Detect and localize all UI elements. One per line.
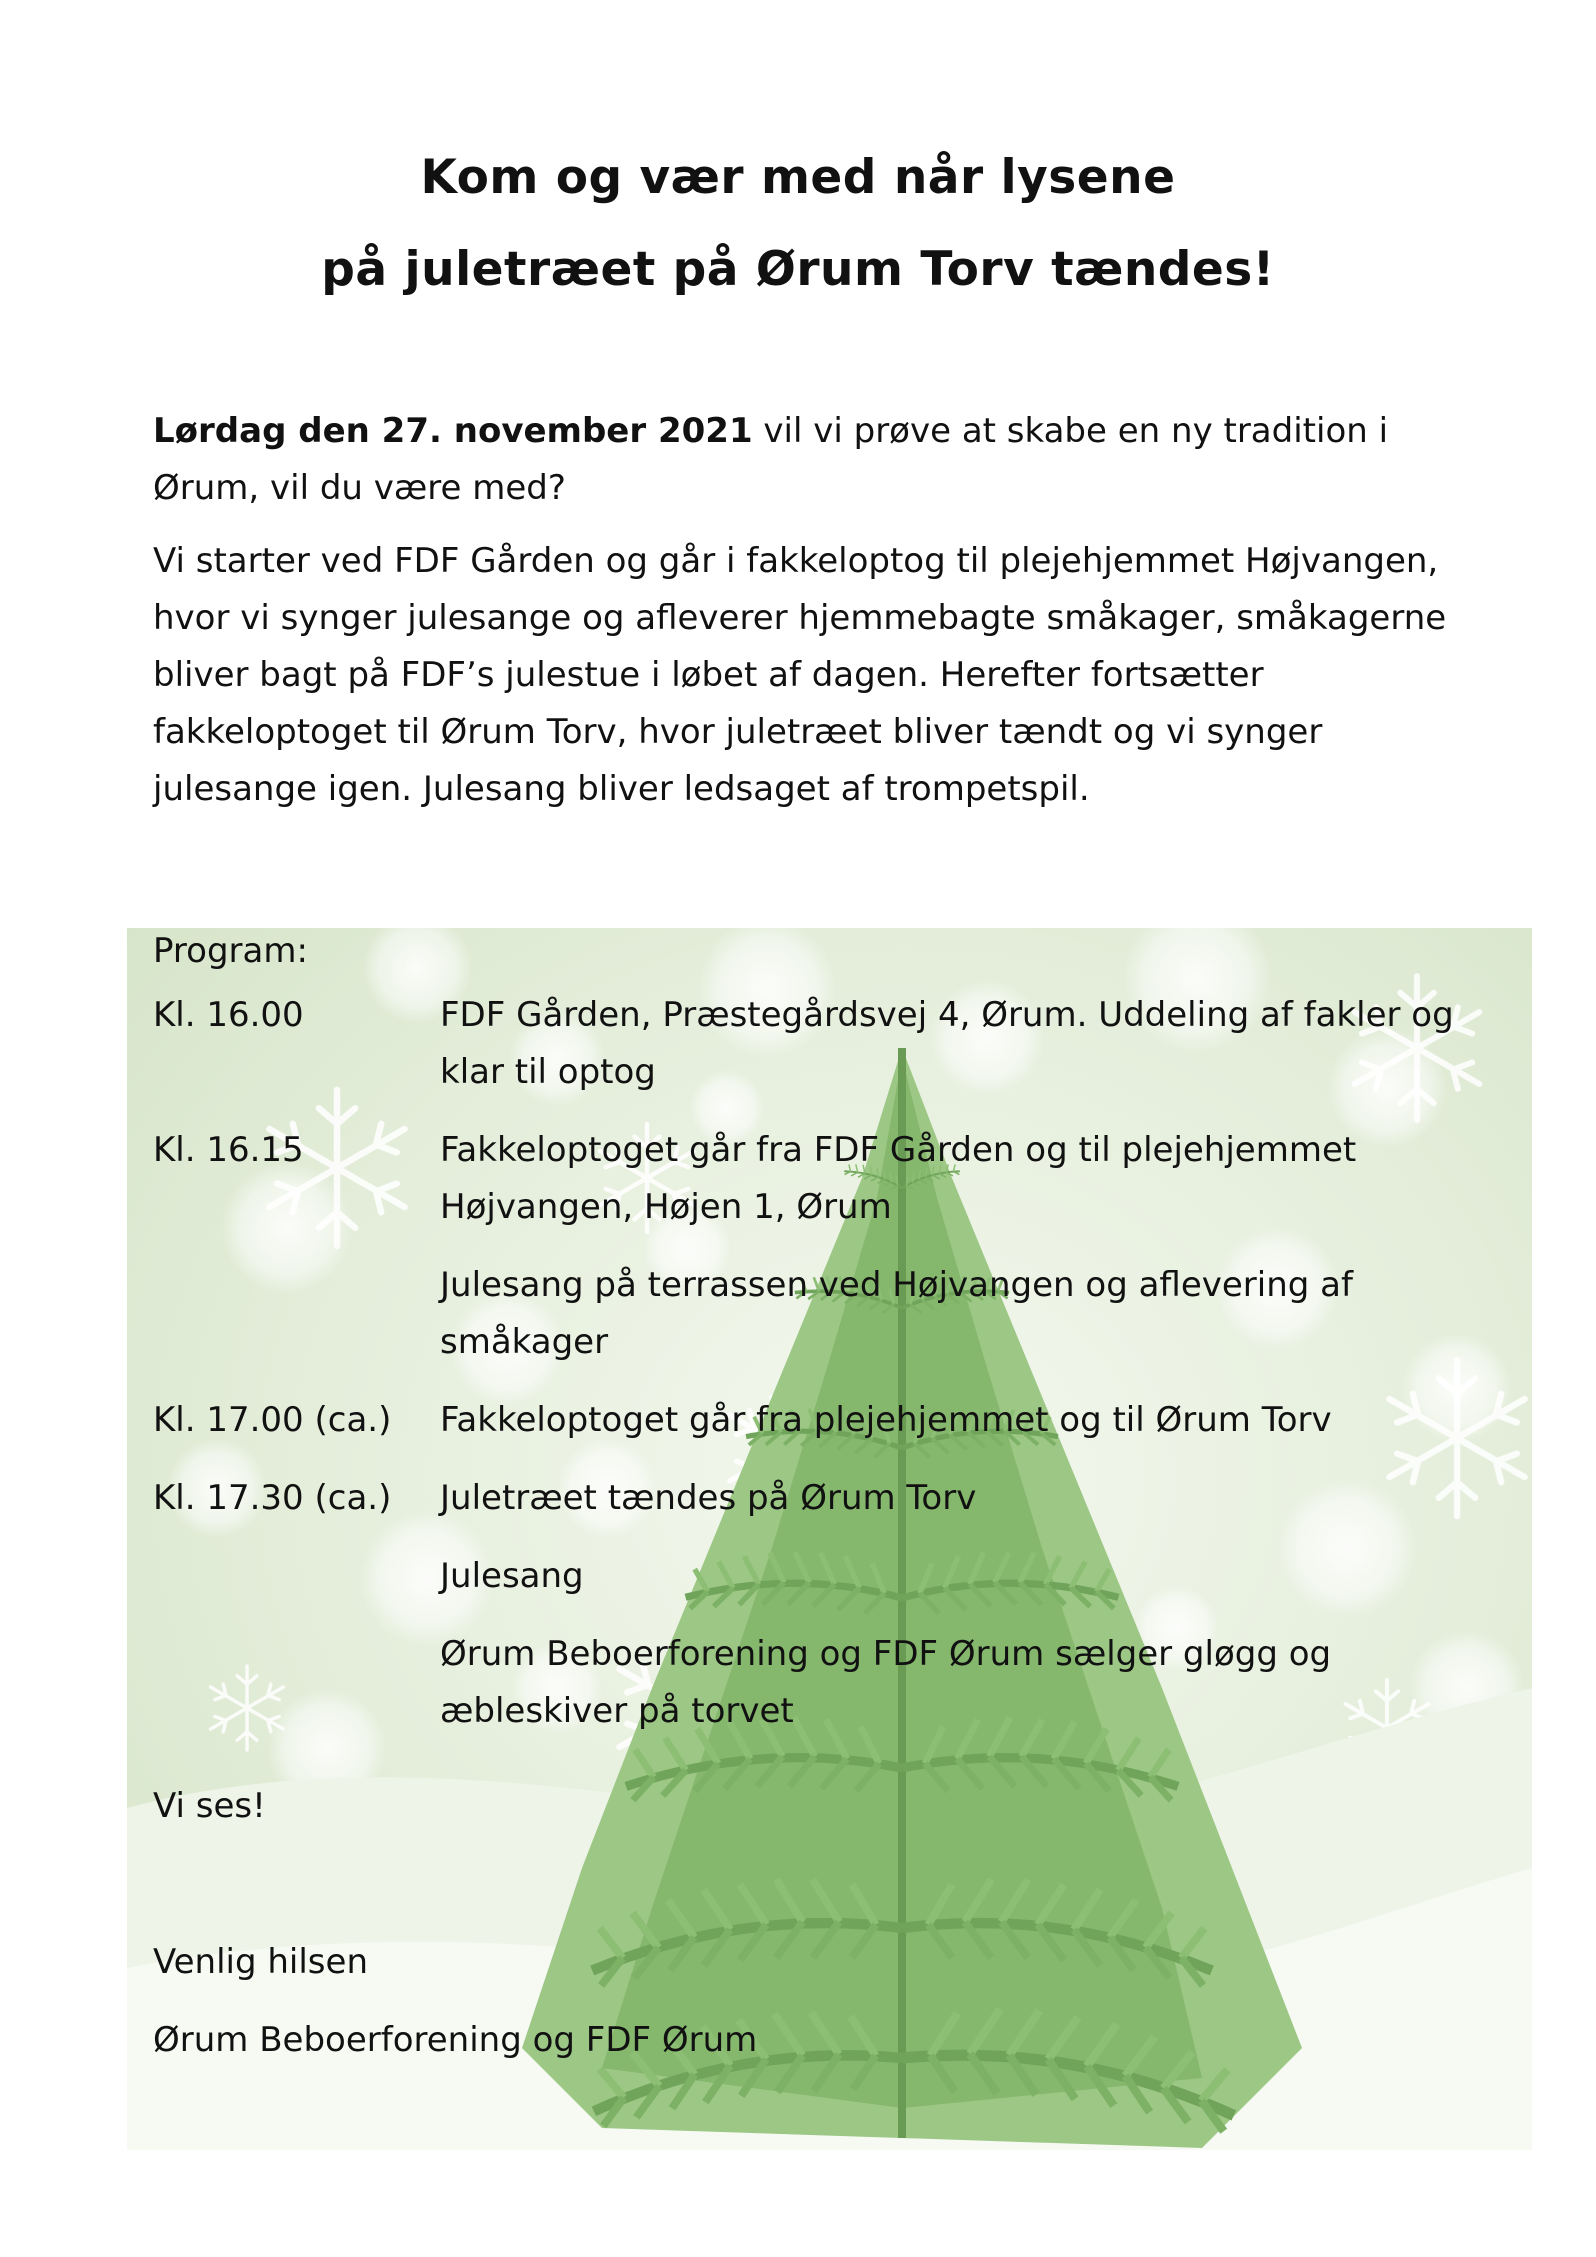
- see-you-text: Vi ses!: [153, 1786, 266, 1826]
- program-row: [153, 1122, 1473, 1236]
- program-heading: Program:: [153, 931, 308, 971]
- program-row: [153, 1470, 1473, 1527]
- regards-text: Venlig hilsen: [153, 1942, 368, 1982]
- program-description: Julesang på terrassen ved Højvangen og aflevering af småkager: [440, 1265, 1353, 1362]
- program-row: [153, 1626, 1473, 1740]
- title-line-1: Kom og vær med når lysene: [420, 150, 1176, 205]
- program-time: Kl. 16.15: [153, 1130, 304, 1170]
- program-description: Juletræet tændes på Ørum Torv: [440, 1478, 977, 1518]
- event-date: Lørdag den 27. november 2021: [153, 411, 753, 451]
- signature: Ørum Beboerforening og FDF Ørum: [153, 2020, 758, 2060]
- intro-paragraph-2: Vi starter ved FDF Gården og går i fakkeloptog til plejehjemmet Højvangen, hvor vi synger julesange og afleverer hjemmebagte småkager, småkagerne bliver bagt på FDF’s julestue i løbet af dagen. Herefter fortsætter fakkeloptoget til Ørum Torv, hvor juletræet bliver tændt og vi synger julesange igen. Julesang bliver ledsaget af trompetspil.: [153, 541, 1447, 809]
- program-time: [153, 1548, 440, 1605]
- title-line-2: på juletræet på Ørum Torv tændes!: [321, 242, 1275, 297]
- program-row: [153, 987, 1473, 1101]
- program-description: Julesang: [440, 1556, 584, 1596]
- program-description: FDF Gården, Præstegårdsvej 4, Ørum. Uddeling af fakler og klar til optog: [440, 995, 1454, 1092]
- program-row: [153, 1392, 1473, 1449]
- program-section: [153, 923, 1473, 1761]
- intro-paragraph-1-rest: vil vi prøve at skabe en ny tradition i Ørum, vil du være med?: [153, 411, 1389, 508]
- program-time: Kl. 17.30 (ca.): [153, 1478, 392, 1518]
- page-title: [0, 132, 1596, 316]
- program-row: [153, 1257, 1473, 1371]
- intro-text: [153, 403, 1473, 834]
- program-description: Fakkeloptoget går fra plejehjemmet og til Ørum Torv: [440, 1400, 1332, 1440]
- program-time: Kl. 17.00 (ca.): [153, 1400, 392, 1440]
- program-row: [153, 1548, 1473, 1605]
- program-description: Ørum Beboerforening og FDF Ørum sælger gløgg og æbleskiver på torvet: [440, 1634, 1332, 1731]
- program-time: [153, 1257, 440, 1371]
- program-time: [153, 1626, 440, 1740]
- intro-paragraph-1: [153, 403, 1473, 517]
- program-description: Fakkeloptoget går fra FDF Gården og til plejehjemmet Højvangen, Højen 1, Ørum: [440, 1130, 1357, 1227]
- program-time: Kl. 16.00: [153, 995, 304, 1035]
